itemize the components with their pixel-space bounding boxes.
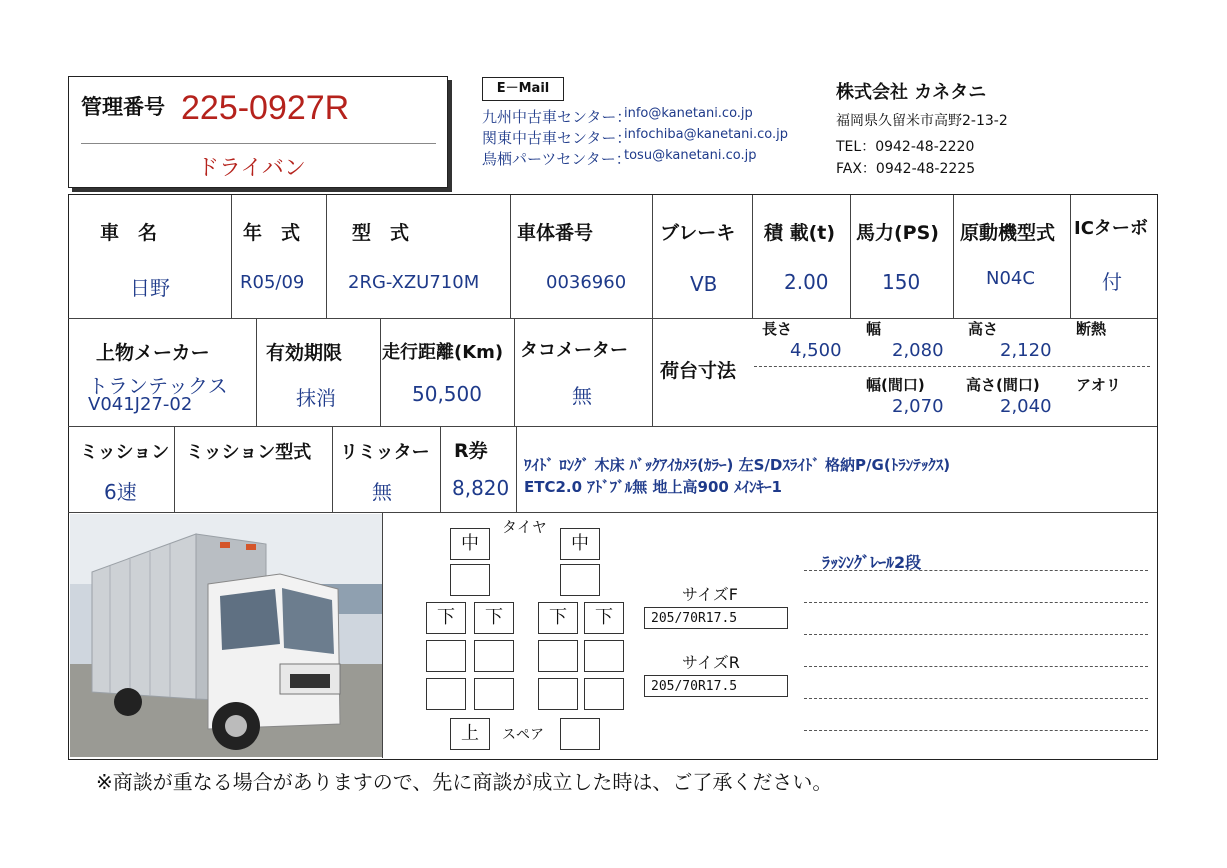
value-tacho: 無: [572, 384, 592, 408]
management-box: [68, 76, 448, 188]
tire-front-left: 中: [450, 528, 490, 560]
tire-rear-right-outer: 下: [584, 602, 624, 634]
value-load: 2.00: [784, 270, 829, 294]
value-mileage: 50,500: [412, 382, 482, 406]
label-tacho: タコメーター: [520, 340, 628, 361]
value-height-opening: 2,040: [1000, 396, 1052, 417]
notes-line2: ETC2.0 ｱﾄﾞﾌﾞﾙ無 地上高900 ﾒｲﾝｷｰ1: [524, 478, 782, 496]
value-length: 4,500: [790, 340, 842, 361]
center-email[interactable]: infochiba@kanetani.co.jp: [624, 127, 789, 142]
tire-box: [584, 640, 624, 672]
management-number: 225-0927R: [181, 89, 350, 127]
tire-front-right: 中: [560, 528, 600, 560]
tire-box: [426, 640, 466, 672]
email-label: E－Mail: [482, 77, 564, 101]
center-email[interactable]: info@kanetani.co.jp: [624, 106, 753, 121]
center-name: 九州中古車センター：: [482, 108, 632, 126]
label-expiry: 有効期限: [266, 342, 343, 364]
truck-image: [70, 514, 382, 757]
value-model: 2RG-XZU710M: [348, 272, 480, 293]
header-ic-turbo: ICターボ: [1074, 218, 1148, 239]
label-height-opening: 高さ(間口): [966, 376, 1040, 394]
tire-rear-left-outer: 下: [426, 602, 466, 634]
tire-box: [426, 678, 466, 710]
label-cargo: 荷台寸法: [660, 360, 737, 382]
header-load: 積 載(t): [764, 222, 836, 244]
label-maker: 上物メーカー: [96, 342, 210, 364]
label-insulation: 断熱: [1076, 320, 1107, 338]
label-mission: ミッション: [80, 442, 170, 463]
company-fax: FAX：0942-48-2225: [836, 161, 976, 177]
label-mileage: 走行距離(Km): [382, 342, 504, 363]
value-year: R05/09: [240, 272, 305, 293]
label-width-opening: 幅(間口): [866, 376, 925, 394]
spare-label: スペア: [502, 727, 544, 743]
truck-photo: [70, 514, 382, 757]
value-mission: 6速: [104, 480, 137, 504]
value-height: 2,120: [1000, 340, 1052, 361]
header-year: 年 式: [243, 222, 301, 244]
center-name: 鳥栖パーツセンター：: [482, 150, 631, 168]
label-mission-type: ミッション型式: [186, 442, 312, 463]
body-type: ドライバン: [197, 156, 306, 181]
tire-box: [560, 564, 600, 596]
tire-box: [450, 564, 490, 596]
value-hp: 150: [882, 270, 921, 294]
header-hp: 馬力(PS): [856, 222, 939, 244]
value-width-opening: 2,070: [892, 396, 944, 417]
tire-spare-left: 上: [450, 718, 490, 750]
label-limiter: リミッター: [340, 442, 430, 463]
value-brake: VB: [690, 272, 718, 296]
value-maker: トランテックス: [88, 374, 228, 398]
tire-title: タイヤ: [502, 518, 547, 536]
tire-spare-right: [560, 718, 600, 750]
remark-line1: ﾗｯｼﾝｸﾞﾚｰﾙ2段: [822, 553, 922, 572]
label-length: 長さ: [762, 320, 793, 338]
size-f-label: サイズF: [682, 585, 738, 604]
size-r-label: サイズR: [682, 653, 740, 672]
tire-rear-left-inner: 下: [474, 602, 514, 634]
header-brake: ブレーキ: [660, 222, 736, 244]
value-ic-turbo: 付: [1102, 270, 1122, 294]
size-r-value: 205/70R17.5: [644, 675, 788, 697]
value-engine: N04C: [986, 268, 1035, 289]
header-engine: 原動機型式: [960, 222, 1056, 244]
company-tel: TEL：0942-48-2220: [836, 139, 975, 155]
value-width: 2,080: [892, 340, 944, 361]
label-width: 幅: [866, 320, 882, 338]
value-limiter: 無: [372, 480, 392, 504]
header-car-name: 車 名: [100, 222, 158, 244]
value-rken: 8,820: [452, 476, 510, 500]
management-label: 管理番号: [81, 95, 165, 119]
value-car-name: 日野: [130, 276, 170, 300]
value-maker-model: V041J27-02: [88, 394, 193, 415]
header-chassis: 車体番号: [517, 222, 594, 244]
tire-box: [538, 640, 578, 672]
company-address: 福岡県久留米市高野2-13-2: [836, 113, 1008, 129]
label-rken: R券: [454, 440, 488, 462]
header-model: 型 式: [352, 222, 410, 244]
center-name: 関東中古車センター：: [482, 129, 632, 147]
tire-box: [474, 640, 514, 672]
tire-box: [474, 678, 514, 710]
footer-note: ※商談が重なる場合がありますので、先に商談が成立した時は、ご了承ください。: [96, 770, 833, 794]
label-height: 高さ: [968, 320, 999, 338]
tire-box: [584, 678, 624, 710]
size-f-value: 205/70R17.5: [644, 607, 788, 629]
tire-rear-right-inner: 下: [538, 602, 578, 634]
center-email[interactable]: tosu@kanetani.co.jp: [624, 148, 757, 163]
notes-line1: ﾜｲﾄﾞ ﾛﾝｸﾞ 木床 ﾊﾞｯｸｱｲｶﾒﾗ(ｶﾗｰ) 左S/Dｽﾗｲﾄﾞ 格納P/G(ﾄﾗﾝﾃｯｸｽ): [524, 456, 951, 474]
tire-box: [538, 678, 578, 710]
label-aori: アオリ: [1076, 376, 1121, 394]
value-chassis: 0036960: [546, 272, 627, 293]
company-name: 株式会社 カネタニ: [836, 82, 987, 103]
value-expiry: 抹消: [296, 386, 336, 410]
